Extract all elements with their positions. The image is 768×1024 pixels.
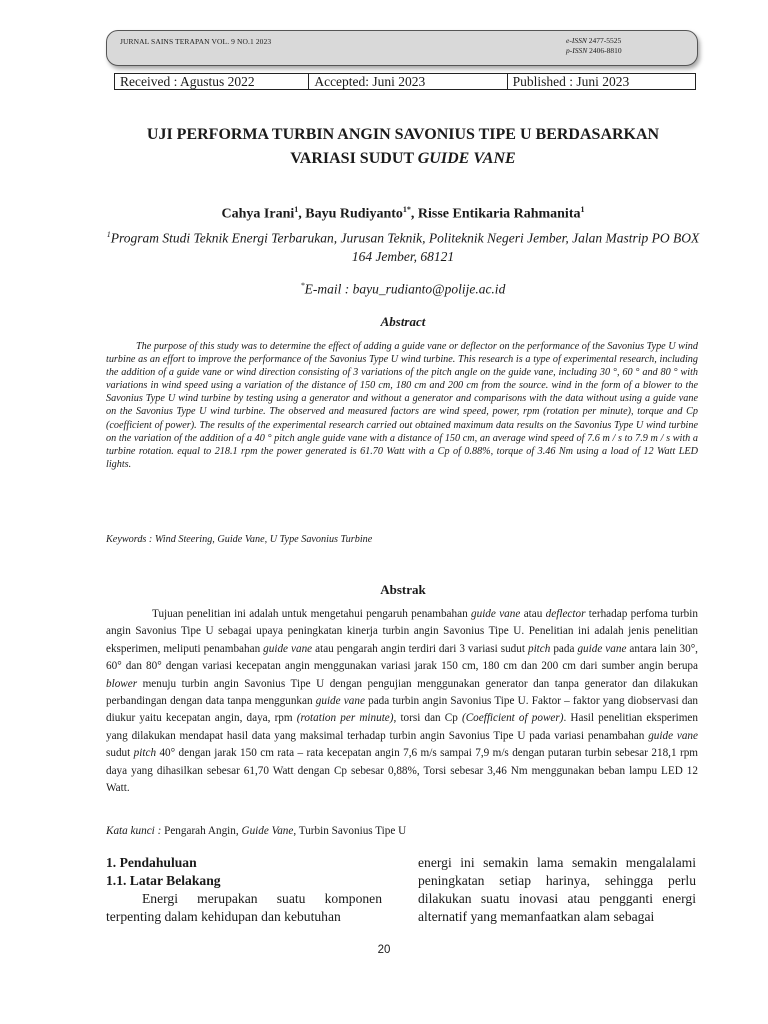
- body-left-column: [106, 854, 382, 926]
- section-heading-1-1: 1.1. Latar Belakang: [106, 873, 221, 888]
- corresponding-email: *E-mail : bayu_rudianto@polije.ac.id: [300, 281, 506, 297]
- published-date: Published : Juni 2023: [512, 74, 630, 89]
- body-paragraph-left: Energi merupakan suatu komponen terpenting dalam kehidupan dan kebutuhan: [106, 891, 382, 924]
- received-date: Received : Agustus 2022: [115, 74, 309, 89]
- author-list: Cahya Irani$^1$, Bayu Rudiyanto$^{1*}$, Risse Entikaria Rahmanita$^1$: [221, 205, 585, 222]
- body-paragraph-right: energi ini semakin lama semakin mengalalami peningkatan setiap harinya, sehingga perlu dilakukan suatu inovasi atau pengganti energi alternatif yang memanfaatkan alam sebagai: [418, 855, 696, 924]
- abstrak-heading: Abstrak: [380, 582, 426, 597]
- section-heading-1: 1. Pendahuluan: [106, 855, 197, 870]
- page-number: 20: [377, 944, 391, 956]
- author-2: Bayu Rudiyanto: [305, 206, 403, 222]
- journal-name: JURNAL SAINS TERAPAN VOL. 9 NO.1 2023: [120, 37, 272, 46]
- title-line-2: VARIASI SUDUT GUIDE VANE: [290, 150, 516, 167]
- abstract-body-en: The purpose of this study was to determine the effect of adding a guide vane or deflector on the performance of the Savonius Type U wind turbine as an effort to improve the performance of the Savonius Type U wind turbine. This research is a type of experimental research, including the addition of a guide vane or wind direction consisting of 3 variations of the pitch angle on the guide vane, including 30 °, 60 ° and 80 ° with variations in wind speed using a variation of the distance of 150 cm, 180 cm and 200 cm from the source. wind in the form of a blower to the Savonius Type U wind turbine by testing using a generator and without a generator and comparisons with the data without using a guide vane on the Savonius Type U wind turbine. The observed and measured factors are wind speed, power, rpm (rotation per minute), torque and Cp (coefficient of power). The results of the experimental research carried out obtained maximum data results on the Savonius Type U wind turbine on the variation of the addition of a 40 ° pitch angle guide vane with a distance of 150 cm, an average wind speed of 7.6 m / s to 7.9 m / s with a turbine rotation. equal to 218.1 rpm the power generated is 61.70 Watt with a Cp of 0.88%, torque of 3.46 Nm using a load of 12 Watt LED lights.: [106, 341, 698, 470]
- accepted-date: Accepted: Juni 2023: [309, 74, 507, 89]
- keywords-en: Keywords : Wind Steering, Guide Vane, U Type Savonius Turbine: [106, 534, 373, 545]
- pissn-value: 2406-8810: [589, 46, 622, 55]
- author-1: Cahya Irani: [221, 206, 295, 222]
- keywords-id: Kata kunci : Pengarah Angin, Guide Vane, Turbin Savonius Tipe U: [106, 825, 407, 837]
- dates-table: [114, 73, 696, 90]
- abstract-body-id: Tujuan penelitian ini adalah untuk mengetahui pengaruh penambahan guide vane atau deflector terhadap perfoma turbin angin Savonius Tipe U sebagai upaya peningkatan kinerja turbin angin Savonius Tipe U. Penelitian ini adalah jenis penelitian eksperimen, meliputi penambahan guide vane atau pengarah angin terdiri dari 3 variasi sudut pitch pada guide vane antara lain 30°, 60° dan 80° dengan variasi kecepatan angin menggunakan variasi jarak 150 cm, 180 cm dan 200 cm dari sumber angin berupa blower menuju turbin angin Savonius Tipe U dengan pengujian menggunakan generator dan tanpa generator dan dilakukan perbandingan dengan data tanpa menggunkan guide vane pada turbin angin Savonius Tipe U. Faktor – faktor yang diobservasi dan diukur yaitu kecepatan angin, daya, rpm (rotation per minute), torsi dan Cp (Coefficient of power). Hasil penelitian eksperimen yang dilakukan mendapat hasil data yang maksimal terhadap turbin angin Savonius Tipe U pada variasi penambahan guide vane sudut pitch 40° dengan jarak 150 cm rata – rata kecepatan angin 7,6 m/s sampai 7,9 m/s dengan putaran turbin sebesar 218,1 rpm daya yang dihasilkan sebesar 61,70 Watt dengan Cp sebesar 0,88%, Torsi sebesar 3,46 Nm menggunakan beban lampu LED 12 Watt.: [106, 608, 699, 795]
- affiliation: $^1$Program Studi Teknik Energi Terbarukan, Jurusan Teknik, Politeknik Negeri Jember, Jalan Mastrip PO BOX 164 Jember, 68121: [106, 230, 700, 264]
- author-3: Risse Entikaria Rahmanita: [417, 206, 581, 222]
- abstract-heading: Abstract: [380, 314, 426, 329]
- body-right-column: [418, 854, 696, 926]
- eissn-value: 2477-5525: [588, 36, 622, 45]
- issn-block: [566, 36, 622, 56]
- title-line-1: UJI PERFORMA TURBIN ANGIN SAVONIUS TIPE U BERDASARKAN: [146, 126, 660, 143]
- paper-title: [104, 123, 702, 171]
- eissn-label: e-ISSN: [566, 36, 587, 45]
- pissn-label: p-ISSN: [566, 46, 588, 55]
